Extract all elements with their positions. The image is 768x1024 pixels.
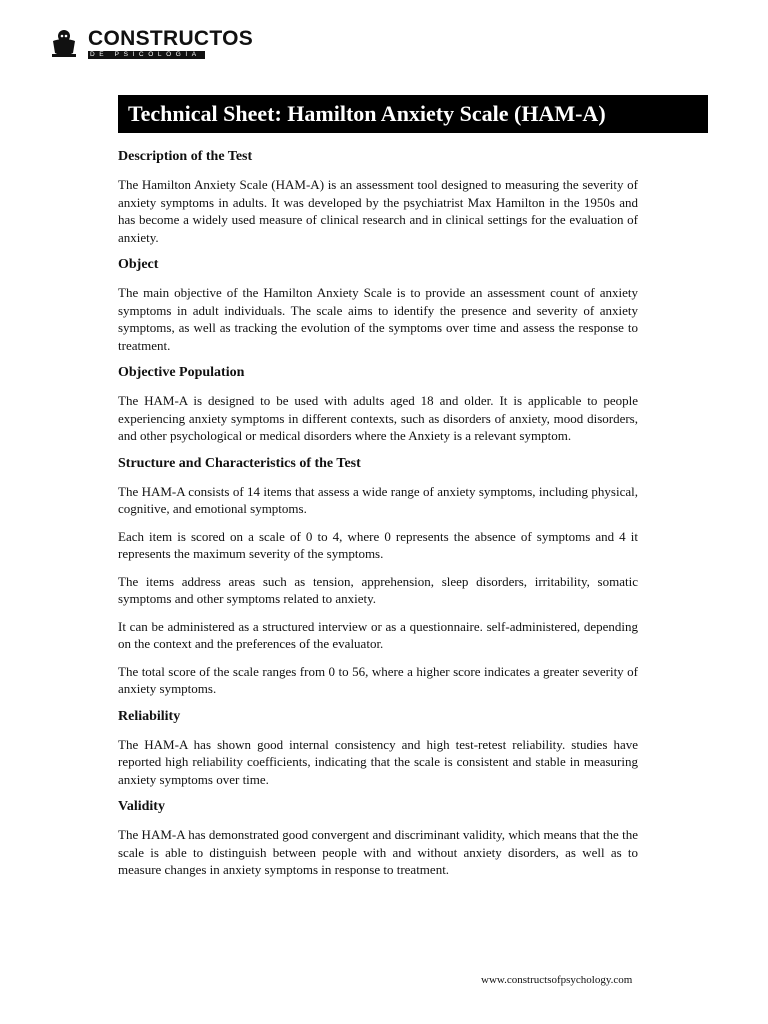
logo-emblem-icon	[50, 27, 78, 59]
section-heading-description: Description of the Test	[118, 149, 253, 164]
section-heading-object: Object	[118, 257, 159, 272]
paragraph: The total score of the scale ranges from 0 to 56, where a higher score indicates a greater severity of anxiety symptoms.	[118, 663, 638, 696]
section-heading-population: Objective Population	[118, 365, 245, 380]
brand-logo	[50, 27, 253, 59]
section-heading-reliability: Reliability	[118, 708, 181, 724]
paragraph: The HAM-A is designed to be used with adults aged 18 and older. It is applicable to people experiencing anxiety symptoms in different contexts, such as disorders of anxiety, mood disorders, and other psychological or medical disorders where the Anxiety is a relevant symptom.	[118, 393, 638, 443]
brand-name: CONSTRUCTOS	[88, 26, 254, 50]
paragraph: The HAM-A consists of 14 items that assess a wide range of anxiety symptoms, including physical, cognitive, and emotional symptoms.	[118, 483, 638, 516]
page-title: Technical Sheet: Hamilton Anxiety Scale (HAM-A)	[118, 95, 708, 133]
section-heading-structure: Structure and Characteristics of the Test	[118, 455, 361, 471]
footer-website-link[interactable]: www.constructsofpsychology.com	[481, 974, 633, 986]
document-body	[118, 148, 638, 889]
section-heading-validity: Validity	[118, 799, 165, 814]
paragraph: The HAM-A has demonstrated good convergent and discriminant validity, which means that the the scale is able to distinguish between people with and without anxiety disorders, as well as to measure changes in anxiety symptoms in response to treatment.	[118, 827, 638, 877]
paragraph: Each item is scored on a scale of 0 to 4, where 0 represents the absence of symptoms and 4 it represents the maximum severity of the symptoms.	[118, 528, 638, 561]
paragraph: It can be administered as a structured interview or as a questionnaire. self-administered, depending on the context and the preferences of the evaluator.	[118, 618, 638, 651]
paragraph: The main objective of the Hamilton Anxiety Scale is to provide an assessment count of anxiety symptoms in adult individuals. The scale aims to identify the presence and severity of anxiety symptoms, as well as tracking the evolution of the symptoms over time and assess the response to treatment.	[118, 285, 638, 353]
paragraph: The Hamilton Anxiety Scale (HAM-A) is an assessment tool designed to measuring the severity of anxiety symptoms in adults. It was developed by the psychiatrist Max Hamilton in the 1950s and has become a widely used measure of clinical research and in clinical settings for the evaluation of anxiety.	[118, 177, 638, 245]
brand-subtitle: DE PSICOLOGÍA	[88, 51, 205, 59]
paragraph: The HAM-A has shown good internal consistency and high test-retest reliability. studies have reported high reliability coefficients, indicating that the scale is consistent and stable in measuring anxiety symptoms over time.	[118, 736, 638, 787]
paragraph: The items address areas such as tension, apprehension, sleep disorders, irritability, somatic symptoms and other symptoms related to anxiety.	[118, 573, 638, 606]
